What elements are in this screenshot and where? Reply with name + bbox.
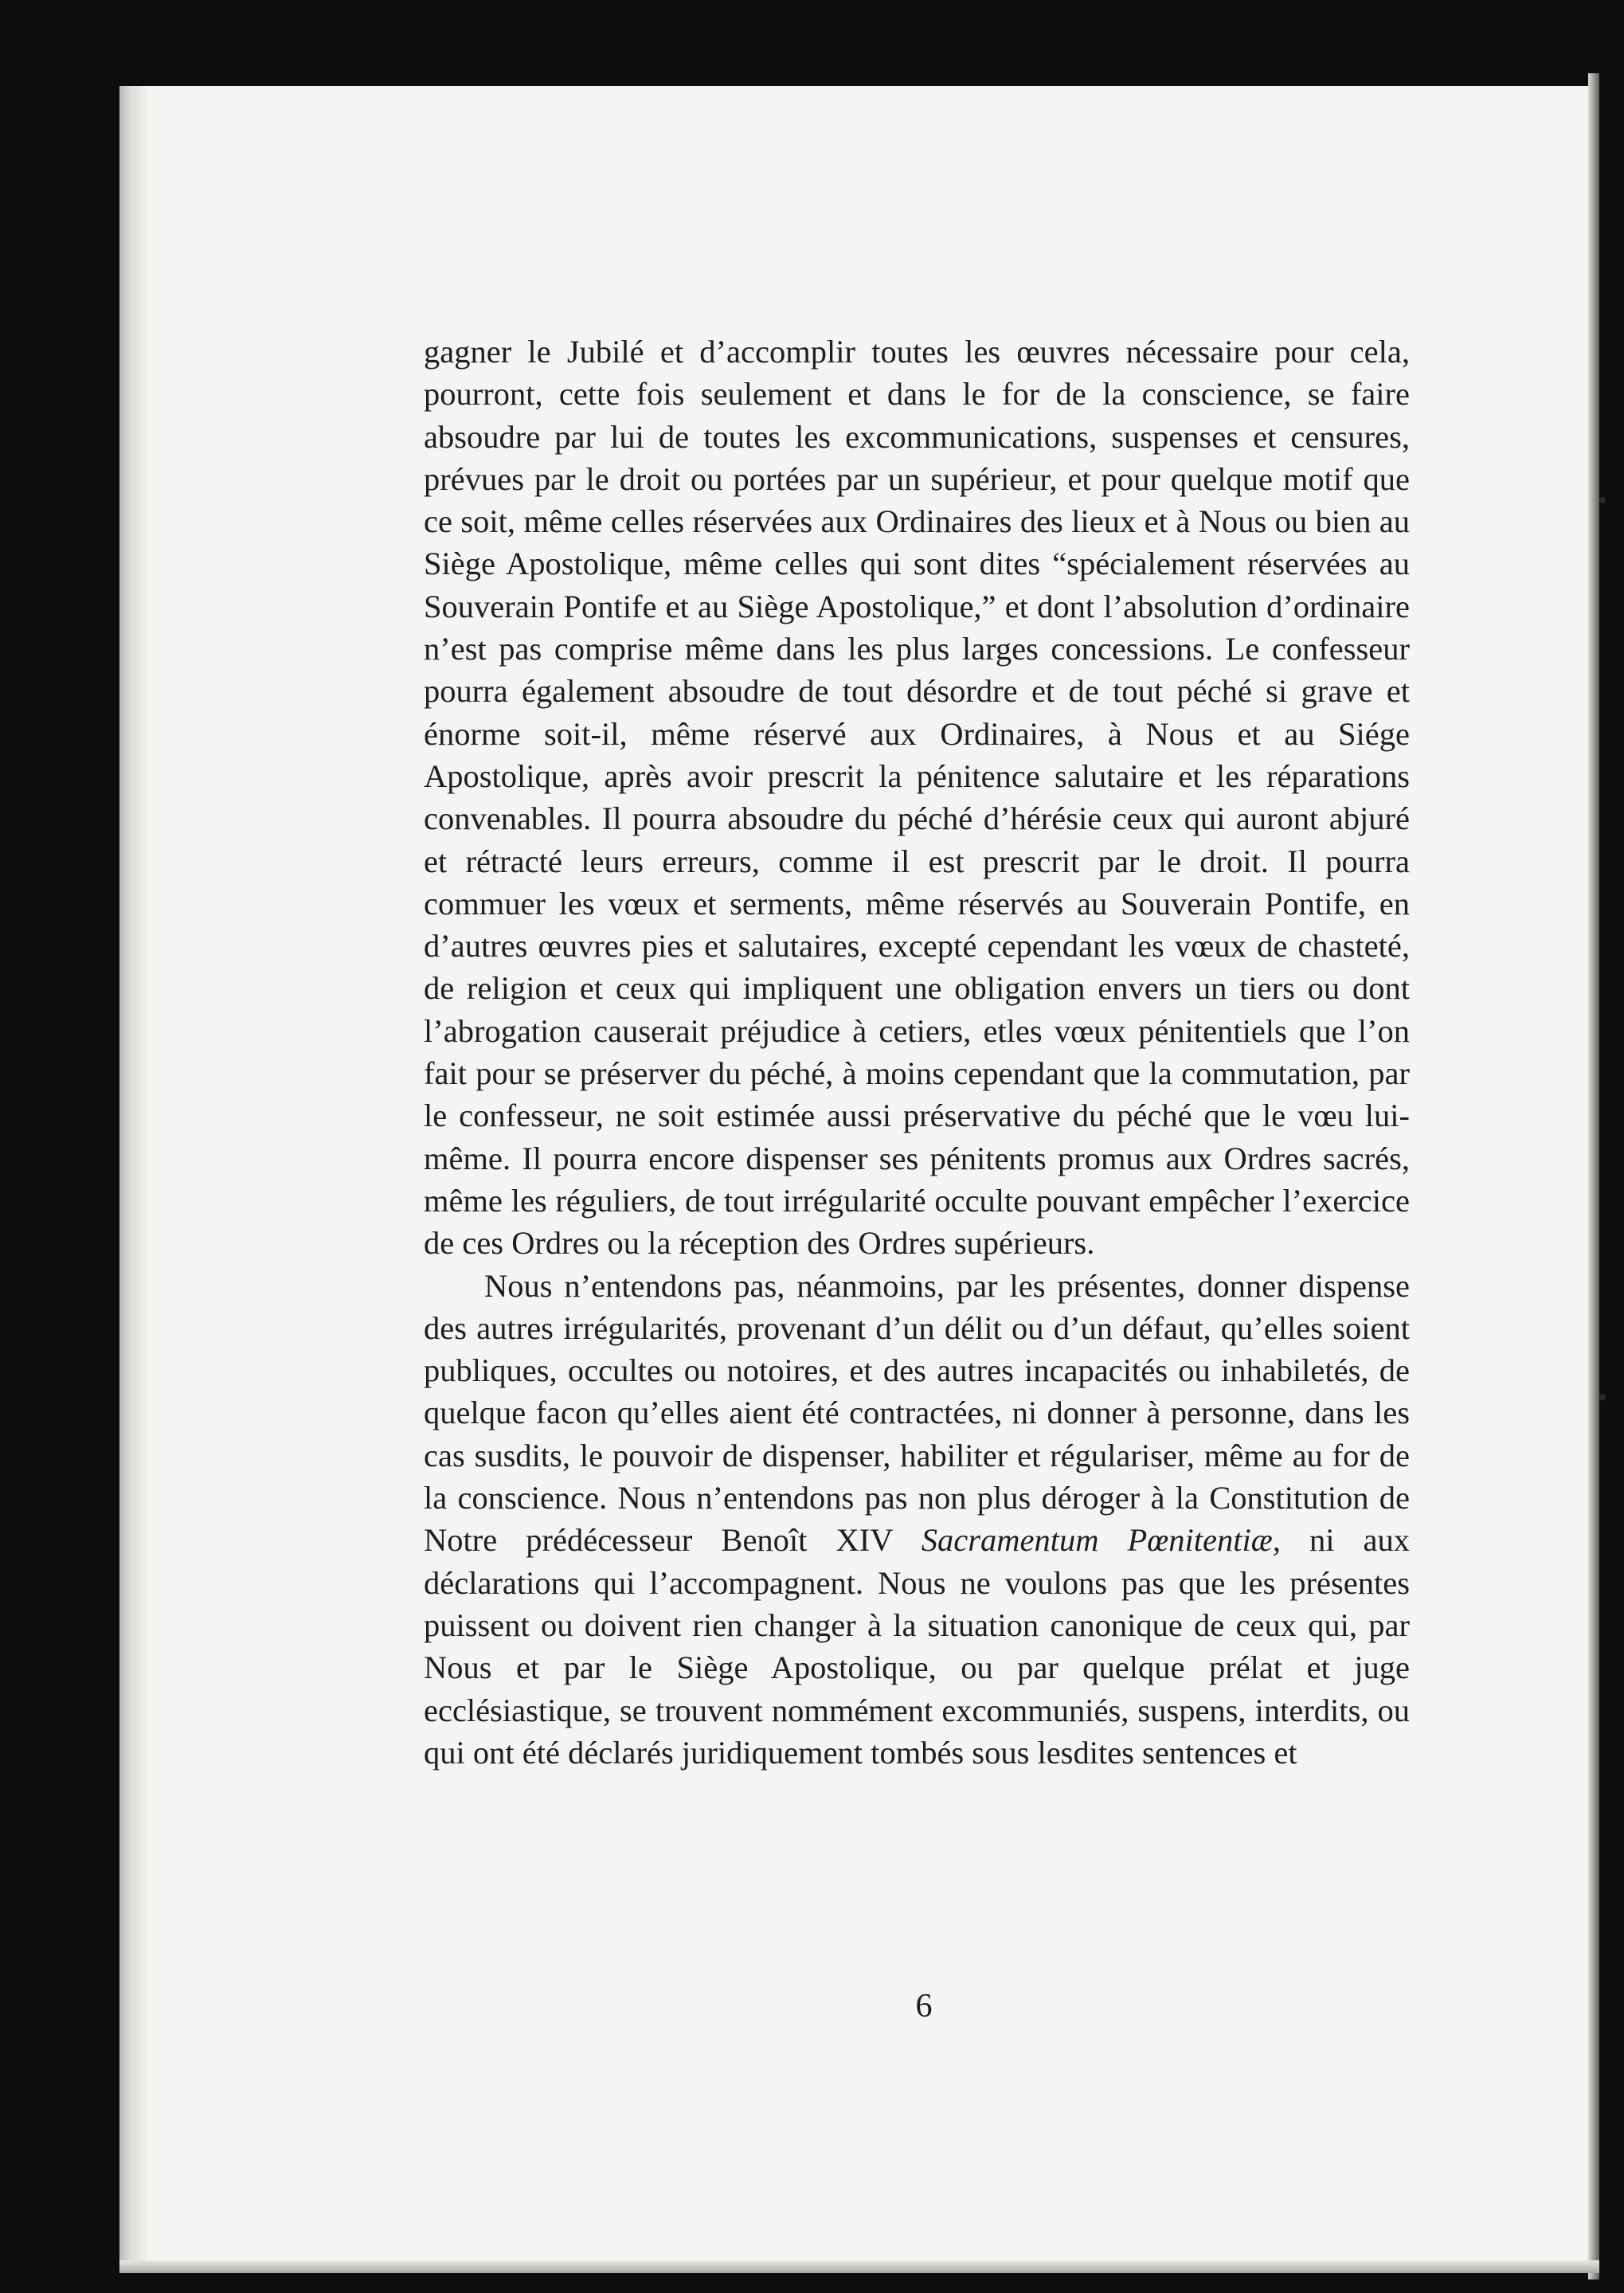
page-bottom-edge-shadow	[119, 2260, 1599, 2273]
paragraph-2-text-start: Nous n’entendons pas, néanmoins, par les présentes, donner dispense des autres irrégularités, provenant d’un délit ou d’un défaut, qu’elles soient publiques, occultes ou notoires, et des autres incapacités ou inhabiletés, de quelque facon qu’elles aient été contractées, ni donner à personne, dans les cas susdits, le pouvoir de dispenser, habiliter et régulariser, même au for de la conscience. Nous n’entendons pas non plus déroger à la Constitution de Notre prédécesseur Benoît XIV	[424, 1267, 1410, 1559]
binding-mark	[1599, 1394, 1606, 1400]
binding-mark	[1599, 497, 1606, 503]
page-left-edge-shadow	[119, 86, 147, 2272]
paragraph-1: gagner le Jubilé et d’accomplir toutes les œuvres nécessaire pour cela, pourront, cette fois seulement et dans le for de la conscience, se faire absoudre par lui de toutes les excommunications, suspenses et censures, prévues par le droit ou portées par un supérieur, et pour quelque motif que ce soit, même celles réservées aux Ordinaires des lieux et à Nous ou bien au Siège Apostolique, même celles qui sont dites “spécialement réservées au Souverain Pontife et au Siège Apostolique,” et dont l’absolution d’ordinaire n’est pas comprise même dans les plus larges concessions. Le confesseur pourra également absoudre de tout désordre et de tout péché si grave et énorme soit-il, même réservé aux Ordinaires, à Nous et au Siége Apostolique, après avoir prescrit la pénitence salutaire et les réparations convenables. Il pourra absoudre du péché d’hérésie ceux qui auront abjuré et rétracté leurs erreurs, comme il est prescrit par le droit. Il pourra commuer les vœux et serments, même réservés au Souverain Pontife, en d’autres œuvres pies et salutaires, excepté cependant les vœux de chasteté, de religion et ceux qui impliquent une obligation envers un tiers ou dont l’abrogation causerait préjudice à cetiers, etles vœux pénitentiels que l’on fait pour se préserver du péché, à moins cependant que la commutation, par le confesseur, ne soit estimée aussi préservative du péché que le vœu lui-même. Il pourra encore dispenser ses pénitents promus aux Ordres sacrés, même les réguliers, de tout irrégularité occulte pouvant empêcher l’exercice de ces Ordres ou la réception des Ordres supérieurs.	[424, 334, 1410, 1262]
page-number: 6	[915, 1988, 933, 2025]
paragraph-2	[424, 1265, 1410, 1775]
page-right-edge-shadow	[1588, 73, 1599, 2279]
italic-work-title: Sacramentum Pœnitentiæ,	[921, 1522, 1281, 1559]
body-text	[424, 331, 1410, 1774]
paragraph-2-text-end: ni aux déclarations qui l’accompagnent. Nous ne voulons pas que les présentes puissent ou doivent rien changer à la situation canonique de ceux qui, par Nous et par le Siège Apostolique, ou par quelque prélat et juge ecclésiastique, se trouvent nommément excommuniés, suspens, interdits, ou qui ont été déclarés juridiquement tombés sous lesdites sentences et	[424, 1522, 1410, 1771]
